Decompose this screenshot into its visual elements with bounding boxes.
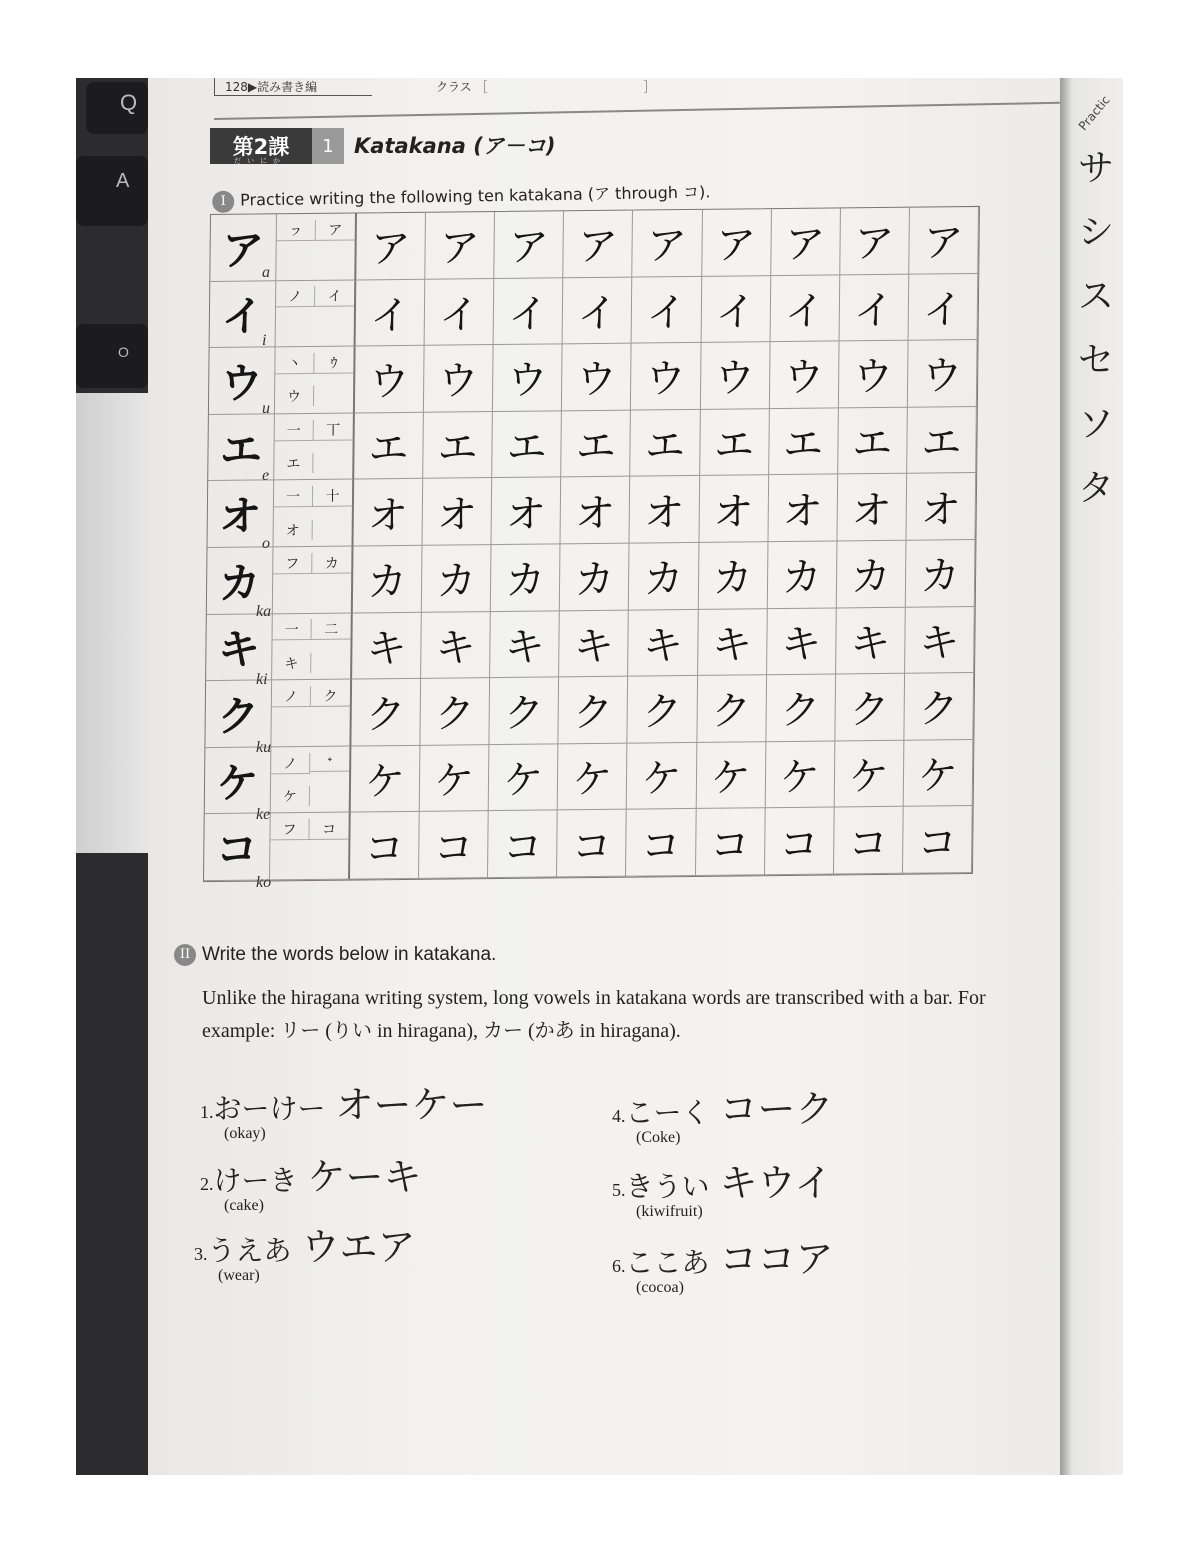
practice-kana-cell: ウ [562, 344, 632, 411]
practice-kana-cell: ク [628, 676, 698, 743]
romaji-label: o [262, 535, 270, 553]
stroke-order-cell [276, 213, 357, 280]
exercise-1-number: I [212, 190, 234, 212]
practice-kana-cell: ケ [696, 742, 766, 809]
stroke-step: ク [311, 686, 350, 707]
practice-kana-cell: ケ [834, 741, 904, 808]
facing-page-edge [1060, 78, 1123, 1475]
stroke-step: ᐩ [310, 754, 349, 771]
practice-kana-cell: コ [488, 811, 558, 878]
photo [76, 78, 1123, 1475]
word-english: (cake) [224, 1197, 264, 1214]
stroke-order-cell [271, 680, 352, 747]
facing-page-kana: ス [1078, 276, 1115, 317]
stroke-order-cell [273, 480, 354, 547]
stroke-step: 丅 [314, 419, 353, 440]
model-kana-cell: イ [210, 281, 277, 348]
practice-kana-cell: キ [698, 609, 768, 676]
practice-kana-cell: ア [356, 213, 426, 280]
practice-kana-cell: ク [835, 674, 905, 741]
practice-kana-cell: ケ [420, 745, 490, 812]
practice-kana-cell: ウ [493, 344, 563, 411]
header-divider [214, 102, 1060, 120]
practice-kana-cell: ア [771, 208, 841, 275]
keyboard-key-q [86, 82, 148, 134]
keyboard-key-a [76, 156, 148, 226]
practice-kana-cell: オ [353, 479, 423, 546]
stroke-step: ㇷ [277, 220, 316, 241]
practice-kana-cell: コ [765, 808, 835, 875]
practice-kana-cell: オ [492, 478, 562, 545]
practice-kana-cell: エ [838, 407, 908, 474]
word-english: (Coke) [636, 1129, 681, 1146]
word-number: 3. [194, 1244, 208, 1264]
word-hiragana: けーき [213, 1164, 298, 1197]
practice-kana-cell: ウ [355, 346, 425, 413]
stroke-step: ア [316, 219, 355, 240]
practice-kana-cell: オ [423, 478, 493, 545]
practice-kana-cell: ケ [627, 743, 697, 810]
handwritten-answer: ケーキ [307, 1155, 422, 1199]
practice-kana-cell: カ [837, 541, 907, 608]
word-hiragana: こーく [625, 1096, 710, 1129]
model-kana-cell: ケ [205, 747, 272, 814]
facing-page-kana: シ [1078, 212, 1115, 253]
handwritten-answer: コーク [719, 1087, 834, 1131]
stroke-step: カ [312, 552, 351, 573]
stroke-step: 一 [275, 420, 314, 441]
practice-kana-cell: エ [423, 412, 493, 479]
practice-kana-cell: キ [490, 611, 560, 678]
practice-kana-cell: キ [905, 607, 975, 674]
practice-kana-cell: エ [562, 410, 632, 477]
facing-page-kana: タ [1078, 468, 1115, 509]
romaji-label: ki [256, 670, 268, 688]
stroke-step: ケ [271, 786, 310, 806]
practice-kana-cell: ウ [908, 340, 978, 407]
word-hiragana: おーけー [213, 1092, 326, 1125]
romaji-label: ko [256, 874, 272, 892]
practice-kana-cell: イ [770, 275, 840, 342]
practice-kana-cell: ク [697, 675, 767, 742]
practice-kana-cell: ケ [489, 744, 559, 811]
practice-kana-cell: キ [559, 610, 629, 677]
practice-kana-cell: カ [698, 542, 768, 609]
practice-kana-cell: キ [767, 608, 837, 675]
stroke-step: 丶 [275, 353, 314, 374]
word-english: (okay) [224, 1125, 266, 1142]
romaji-label: ka [256, 603, 272, 620]
practice-kana-cell: キ [352, 612, 422, 679]
keyboard-key-o [76, 324, 148, 388]
practice-kana-cell: ケ [765, 741, 835, 808]
model-kana-cell: キ [206, 614, 273, 681]
word-number: 4. [612, 1106, 626, 1126]
practice-kana-cell: イ [494, 278, 564, 345]
romaji-label: u [262, 399, 270, 417]
page-reference: 128▶読み書き編 [214, 78, 372, 96]
word-hiragana: きうい [625, 1170, 710, 1203]
practice-kana-cell: コ [903, 806, 973, 873]
practice-kana-cell: エ [492, 411, 562, 478]
word-item [612, 1152, 832, 1221]
practice-kana-cell: エ [631, 410, 701, 477]
stroke-step: 一 [274, 486, 313, 507]
model-kana-cell: コ [204, 814, 271, 881]
stroke-order-cell [272, 613, 353, 680]
practice-kana-cell: コ [419, 812, 489, 879]
key-label: A [116, 170, 130, 192]
practice-kana-cell: カ [906, 540, 976, 607]
practice-kana-cell: コ [557, 810, 627, 877]
practice-kana-cell: オ [837, 474, 907, 541]
facing-page-kana: セ [1078, 340, 1115, 381]
word-item [612, 1228, 834, 1297]
stroke-step: ウ [275, 386, 314, 406]
word-item [200, 1074, 488, 1143]
model-kana-cell: ク [205, 681, 272, 748]
stroke-order-cell [273, 546, 354, 613]
handwritten-answer: キウイ [719, 1161, 833, 1205]
stroke-step: フ [270, 819, 309, 840]
practice-kana-cell: カ [767, 541, 837, 608]
practice-kana-cell: ア [494, 211, 564, 278]
stroke-step: ノ [271, 753, 310, 774]
handwritten-answer: ココア [719, 1237, 834, 1281]
section-title: Katakana (ア－コ) [354, 134, 556, 158]
model-kana-cell: ア [210, 214, 277, 281]
practice-kana-cell: ケ [558, 743, 628, 810]
practice-kana-cell: ア [425, 212, 495, 279]
romaji-label: i [262, 331, 267, 349]
practice-kana-cell: コ [696, 809, 766, 876]
practice-kana-cell: オ [906, 473, 976, 540]
stroke-order-cell [270, 813, 351, 880]
practice-kana-cell: イ [632, 276, 702, 343]
practice-kana-cell: エ [907, 407, 977, 474]
practice-kana-cell: カ [491, 544, 561, 611]
practice-kana-cell: イ [908, 274, 978, 341]
word-english: (cocoa) [636, 1279, 684, 1296]
model-kana-cell: エ [208, 414, 275, 481]
stroke-order-cell [274, 413, 355, 480]
key-label: Q [120, 90, 138, 115]
practice-kana-cell: オ [768, 475, 838, 542]
practice-kana-cell: ク [351, 679, 421, 746]
stroke-step: エ [274, 453, 313, 473]
katakana-practice-grid [203, 206, 980, 882]
class-field: クラス ［ ］ [436, 80, 656, 94]
practice-kana-cell: コ [626, 809, 696, 876]
practice-kana-cell: キ [421, 612, 491, 679]
practice-kana-cell: ケ [351, 746, 421, 813]
stroke-step: ノ [272, 686, 311, 707]
exercise-1-instruction [212, 179, 711, 212]
practice-kana-cell: コ [834, 807, 904, 874]
stroke-order-cell [275, 347, 356, 414]
laptop-body [76, 393, 156, 853]
stroke-step: ノ [276, 286, 315, 307]
practice-kana-cell: オ [630, 476, 700, 543]
exercise-2-instruction [174, 944, 496, 966]
practice-kana-cell: エ [769, 408, 839, 475]
stroke-step: コ [309, 819, 348, 840]
practice-kana-cell: ウ [424, 345, 494, 412]
practice-kana-cell: オ [699, 476, 769, 543]
practice-kana-cell: ウ [770, 342, 840, 409]
stroke-order-cell [276, 280, 357, 347]
word-hiragana: ここあ [625, 1246, 710, 1279]
stroke-step: 二 [312, 619, 351, 640]
word-english: (wear) [218, 1267, 260, 1284]
practice-kana-cell: ク [766, 675, 836, 742]
facing-page-tab: Practic [1075, 92, 1113, 134]
word-number: 5. [612, 1180, 626, 1200]
lesson-badge: 第2課 [210, 128, 312, 164]
practice-kana-cell: ク [559, 677, 629, 744]
practice-kana-cell: イ [701, 276, 771, 343]
exercise-2-text: Write the words below in katakana. [202, 944, 497, 966]
word-number: 2. [200, 1174, 214, 1194]
word-item [194, 1216, 416, 1285]
model-kana-cell: ウ [209, 348, 276, 415]
practice-kana-cell: イ [839, 274, 909, 341]
practice-kana-cell: ケ [904, 740, 974, 807]
stroke-step: フ [273, 553, 312, 574]
practice-kana-cell: ア [564, 211, 634, 278]
word-number: 1. [200, 1102, 214, 1122]
practice-kana-cell: カ [353, 546, 423, 613]
practice-kana-cell: ウ [631, 343, 701, 410]
stroke-step: 十 [313, 486, 352, 507]
romaji-label: ke [256, 806, 271, 824]
key-label: O [118, 344, 129, 360]
workbook-page [148, 78, 1060, 1475]
facing-page-kana: ソ [1078, 404, 1115, 445]
word-hiragana: うえあ [207, 1234, 292, 1267]
practice-kana-cell: エ [700, 409, 770, 476]
exercise-1-text: Practice writing the following ten katakana (ア through コ). [240, 182, 711, 210]
romaji-label: a [262, 264, 270, 281]
romaji-label: e [262, 467, 270, 485]
practice-kana-cell: エ [354, 413, 424, 480]
word-item [200, 1146, 422, 1215]
practice-kana-cell: ア [840, 208, 910, 275]
model-kana-cell: オ [208, 481, 275, 548]
practice-kana-cell: イ [425, 279, 495, 346]
practice-kana-cell: オ [561, 477, 631, 544]
exercise-2-number: II [174, 944, 196, 966]
practice-kana-cell: イ [563, 277, 633, 344]
practice-kana-cell: ク [421, 678, 491, 745]
lesson-furigana: だいにか [234, 157, 286, 165]
practice-kana-cell: コ [350, 812, 420, 879]
practice-kana-cell: イ [356, 279, 426, 346]
practice-kana-cell: カ [560, 544, 630, 611]
word-number: 6. [612, 1256, 626, 1276]
romaji-label: ku [256, 738, 272, 756]
word-item [612, 1078, 834, 1147]
practice-kana-cell: ア [702, 209, 772, 276]
practice-kana-cell: ウ [700, 342, 770, 409]
exercise-2-explanation: Unlike the hiragana writing system, long vowels in katakana words are transcribed with a bar. For example: リー (りい in hiragana), カー (かあ in hiragana). [202, 987, 986, 1042]
practice-kana-cell: キ [629, 610, 699, 677]
section-number: 1 [312, 128, 344, 164]
practice-kana-cell: キ [836, 607, 906, 674]
stroke-step: オ [274, 520, 313, 540]
practice-kana-cell: ク [490, 678, 560, 745]
practice-kana-cell: ク [904, 673, 974, 740]
stroke-step: キ [272, 653, 311, 673]
stroke-step: ｳ [314, 353, 353, 374]
practice-kana-cell: ア [633, 210, 703, 277]
practice-kana-cell: カ [422, 545, 492, 612]
stroke-order-cell [271, 746, 352, 813]
word-english: (kiwifruit) [636, 1203, 703, 1220]
handwritten-answer: ウエア [301, 1225, 416, 1269]
stroke-step: 一 [273, 619, 312, 640]
stroke-step: イ [315, 286, 354, 307]
practice-kana-cell: カ [629, 543, 699, 610]
practice-kana-cell: ア [909, 207, 979, 274]
practice-kana-cell: ウ [839, 341, 909, 408]
model-kana-cell: カ [207, 547, 274, 614]
handwritten-answer: オーケー [335, 1083, 488, 1127]
facing-page-kana: サ [1078, 148, 1115, 189]
